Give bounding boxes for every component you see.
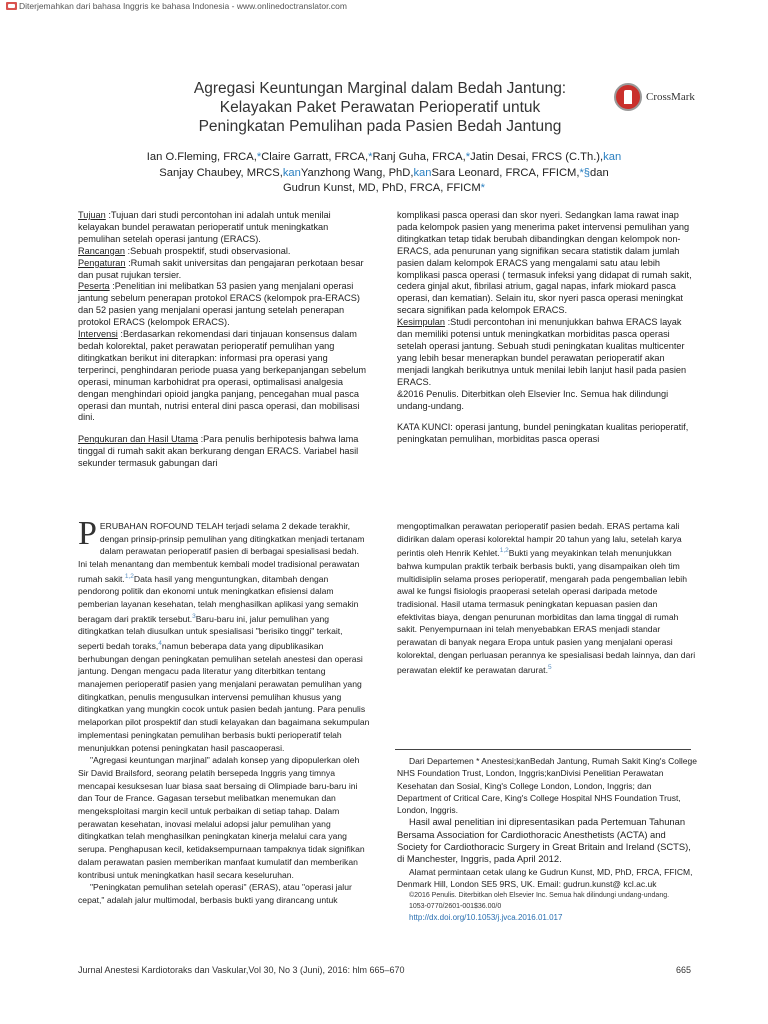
- citation-link[interactable]: 5: [547, 663, 552, 671]
- body-paragraph: PERUBAHAN ROFOUND TELAH terjadi selama 2 dekade terakhir, dengan prinsip-prinsip pemulihan yang ditingkatkan menjadi tertanam dalam perawatan perioperatif pasien di berbagai spesialisasi bedah. Ini telah menantang dan membentuk kembali model tradisional perawatan rumah sakit.$^{1,2}$Data hasil yang menguntungkan, ditambah dengan pendorong politik dan ekonomi untuk meningkatkan efisiensi dalam pemberian layanan kesehatan, telah menghasilkan aplikasi yang semakin beragam dari praktik tersebut.$^3$Baru-baru ini, jalur pemulihan yang ditingkatkan telah diusulkan untuk spesialisasi "berisiko tinggi" terkait, seperti bedah toraks,$^4$namun beberapa data yang dipublikasikan berhubungan dengan peningkatan pemulihan setelah anestesi dan operasi jantung. Dengan mengacu pada literatur yang diterbitkan tentang manajemen perioperatif pasien yang menjalani perawatan pemulihan yang ditingkatkan, penulis mengusulkan intervensi pemulihan khusus yang ditingkatkan yang mungkin cocok untuk pasien bedah jantung. Para penulis melaporkan pilot prospektif dan studi kelayakan dan bagaimana sekumpulan implementasi peningkatan pemulihan berbasis bukti perioperatif telah menunjukkan potensi peningkatan hasil pascaoperasi.: [78, 515, 370, 753]
- author-name: Claire Garratt, FRCA,: [261, 151, 369, 163]
- author-conjunction: dan: [590, 166, 609, 179]
- author-line-2: [110, 166, 658, 182]
- abstract-copyright: &2016 Penulis. Diterbitkan oleh Elsevier Inc. Semua hak dilindungi undang-undang.: [397, 388, 669, 411]
- footnote-divider: [395, 749, 691, 750]
- abstract-objective: Tujuan :Tujuan dari studi percontohan ini adalah untuk menilai kelayakan bundel perawatan perioperatif untuk meningkatkan pemulihan setelah operasi jantung (ERACS).: [78, 210, 331, 244]
- affiliation-marker: *: [480, 182, 486, 194]
- abstract-participants: Peserta :Penelitian ini melibatkan 53 pasien yang menjalani operasi jantung sebelum penerapan protokol ERACS (kelompok pra-ERACS) dan 52 pasien yang menjalani operasi jantung setelah penerapan protokol ERACS (kelompok ERACS).: [78, 281, 360, 328]
- keywords: KATA KUNCI: operasi jantung, bundel peningkatan kualitas perioperatif, peningkatan pemulihan, morbiditas pasca operasi: [397, 422, 689, 445]
- affiliation-marker: *: [256, 151, 262, 163]
- body-left-column: [78, 515, 370, 907]
- author-name: Sanjay Chaubey, MRCS,: [159, 166, 283, 179]
- crossmark-badge[interactable]: [614, 83, 695, 111]
- translation-banner-text: Diterjemahkan dari bahasa Inggris ke bahasa Indonesia - www.onlinedoctranslator.com: [19, 1, 347, 11]
- author-line-1: [110, 150, 658, 166]
- abstract-conclusions: Kesimpulan :Studi percontohan ini menunjukkan bahwa ERACS layak dan memiliki potensi untuk meningkatkan morbiditas pasca operasi setelah operasi jantung. Sebuah studi peningkatan kualitas multicenter yang lebih besar menerapkan bundel perawatan perioperatif akan menjadi langkah berikutnya untuk menilai lebih lanjut hasil pada pasien ERACS.: [397, 317, 687, 387]
- body-paragraph: mengoptimalkan perawatan perioperatif pasien bedah. ERAS pertama kali didirikan dalam operasi kolorektal hampir 20 tahun yang lalu, setelah karya perintis oleh Henrik Kehlet.$^{1,2}$Bukti yang meyakinkan telah menunjukkan bahwa kumpulan praktik terbaik berbasis bukti, yang disampaikan oleh tim multidisiplin selama proses perioperatif, mengarah pada pengembalian lebih awal ke fungsi fisiologis praoperasi setelah operasi daripada metode tradisional. Hasil utama termasuk peningkatan kepuasan pasien dan efektivitas biaya, dengan penurunan morbiditas dan lama tinggal di rumah sakit. Penyempurnaan ini telah menyebabkan ERAS menjadi standar perawatan di banyak negara Eropa untuk pasien yang menjalani operasi kolorektal, dengan perluasan perannya ke spesialisasi bedah lainnya, dan dari perawatan elektif ke perawatan darurat.$^5$: [397, 521, 696, 675]
- affiliation-marker: *§: [579, 166, 591, 179]
- body-paragraph: "Peningkatan pemulihan setelah operasi" (ERAS), atau "operasi jalur cepat," adalah jalur multimodal, berbasis bukti yang dirancang untuk: [78, 882, 352, 905]
- author-name: Sara Leonard, FRCA, FFICM,: [431, 166, 580, 179]
- author-name: Yanzhong Wang, PhD,: [300, 166, 414, 179]
- affiliation-marker: kan: [413, 166, 432, 179]
- crossmark-label: CrossMark: [646, 91, 695, 103]
- author-list: [110, 150, 658, 197]
- article-title: [100, 79, 660, 136]
- abstract-left-column: [78, 210, 370, 470]
- title-line-1: Agregasi Keuntungan Marginal dalam Bedah Jantung:: [193, 80, 567, 97]
- author-name: Ranj Guha, FRCA,: [372, 151, 466, 163]
- page-number: 665: [676, 965, 692, 975]
- translation-banner[interactable]: [6, 1, 347, 11]
- abstract-design: Rancangan :Sebuah prospektif, studi observasional.: [78, 245, 291, 256]
- drop-cap: P: [78, 515, 97, 552]
- abstract-measurements: Pengukuran dan Hasil Utama :Para penulis berhipotesis bahwa lama tinggal di rumah sakit akan berkurang dengan ERACS. Variabel hasil sekunder termasuk gabungan dari: [78, 434, 359, 469]
- footnote-block: [397, 755, 697, 925]
- body-paragraph: "Agregasi keuntungan marjinal" adalah konsep yang dipopulerkan oleh Sir David Brailsford, seorang pelatih bersepeda Inggris yang timnya mencapai kesuksesan luar biasa saat bersaing di Olimpiade baru-baru ini dan Tour de France. Gagasan tersebut melibatkan menemukan dan mengeksploitasi margin kecil untuk perbaikan di setiap tahap. Dalam perawatan kesehatan, inovasi melalui adopsi jalur pemulihan yang ditingkatkan telah menghasilkan peningkatan kinerja melalui cara yang serupa. Penghapusan kecil, ketidaksempurnaan tampaknya tidak signifikan dalam perawatan pasien memberikan manfaat kumulatif dan memberikan kontribusi untuk meningkatkan hasil secara keseluruhan.: [78, 755, 365, 880]
- abstract-right-column: [397, 210, 697, 446]
- author-line-3: [110, 181, 658, 197]
- affiliations: Dari Departemen * Anestesi;kanBedah Jantung, Rumah Sakit King's College NHS Foundation Trust, London, Inggris;kanDivisi Penelitian Perawatan Kesehatan dan Sosial, King's College London, London, Inggris; dan Department of Critical Care, King's College Hospital NHS Foundation Trust, London, Inggris.: [397, 756, 697, 816]
- presentation-note: Hasil awal penelitian ini dipresentasikan pada Pertemuan Tahunan Bersama Association for Cardiothoracic Anesthetists (ACTA) and Society for Cardiothoracic Surgery in Great Britain and Ireland (SCTS), di Manchester, Inggris, pada April 2012.: [397, 816, 691, 865]
- issn: 1053-0770/2601-001$36.00/0: [409, 903, 502, 911]
- abstract-setting: Pengaturan :Rumah sakit universitas dan pengajaran perkotaan besar dan pusat rujukan tersier.: [78, 257, 364, 280]
- abstract-results: komplikasi pasca operasi dan skor nyeri. Sedangkan lama rawat inap pada kelompok pasien yang menerima paket intervensi pemulihan yang ditingkatkan tetap tidak berubah dibandingkan dengan kelompok non-ERACS, ada penurunan yang signifikan secara statistik dalam jumlah pasien dalam kelompok ERACS yang mengalami satu atau lebih komplikasi pasca operasi ( termasuk infeksi yang didapat di rumah sakit, cedera ginjal akut, fibrilasi atrium, gagal napas, infark miokard pasca operasi, dan kematian). Selain itu, skor nyeri pasca operasi meningkat secara signifikan pada kelompok ERACS.: [397, 210, 692, 316]
- affiliation-marker: kan: [603, 151, 622, 163]
- citation-link[interactable]: 3: [192, 612, 196, 620]
- crossmark-icon: [614, 83, 642, 111]
- author-name: Gudrun Kunst, MD, PhD, FRCA, FFICM: [282, 182, 481, 194]
- affiliation-marker: kan: [282, 166, 301, 179]
- abstract-interventions: Intervensi :Berdasarkan rekomendasi dari tinjauan konsensus dalam bedah kolorektal, paket perawatan perioperatif pemulihan yang ditingkatkan berikut ini diterapkan: informasi pra operasi yang terperinci, penghindaran periode puasa yang berkepanjangan sebelum operasi, minuman karbohidrat pra operasi, optimalisasi analgesia dengan menghindari opioid jangka panjang, pencegahan mual pasca operasi dan muntah, nutrisi enteral dini pasca operasi, dan mobilisasi dini.: [78, 329, 367, 423]
- title-line-2: Kelayakan Paket Perawatan Perioperatif untuk: [219, 99, 541, 116]
- affiliation-marker: *: [465, 151, 471, 163]
- citation-link[interactable]: 1,2: [124, 572, 134, 580]
- author-name: Jatin Desai, FRCS (C.Th.),: [470, 151, 604, 163]
- doi-link[interactable]: http://dx.doi.org/10.1053/j.jvca.2016.01.017: [409, 913, 563, 923]
- affiliation-marker: *: [368, 151, 373, 163]
- author-name: Ian O.Fleming, FRCA,: [146, 151, 257, 163]
- title-line-3: Peningkatan Pemulihan pada Pasien Bedah Jantung: [198, 118, 562, 135]
- footnote-copyright: ©2016 Penulis. Diterbitkan oleh Elsevier Inc. Semua hak dilindungi undang-undang.: [409, 892, 670, 900]
- translator-logo-icon: [6, 2, 17, 10]
- citation-link[interactable]: 1,2: [499, 547, 509, 555]
- journal-citation: Jurnal Anestesi Kardiotoraks dan Vaskular,Vol 30, No 3 (Juni), 2016: hlm 665–670: [78, 965, 405, 975]
- reprint-address: Alamat permintaan cetak ulang ke Gudrun Kunst, MD, PhD, FRCA, FFICM, Denmark Hill, London SE5 9RS, UK. Email: gudrun.kunst@ kcl.ac.uk: [397, 866, 693, 889]
- citation-link[interactable]: 4: [158, 640, 162, 648]
- body-right-column: [397, 520, 697, 676]
